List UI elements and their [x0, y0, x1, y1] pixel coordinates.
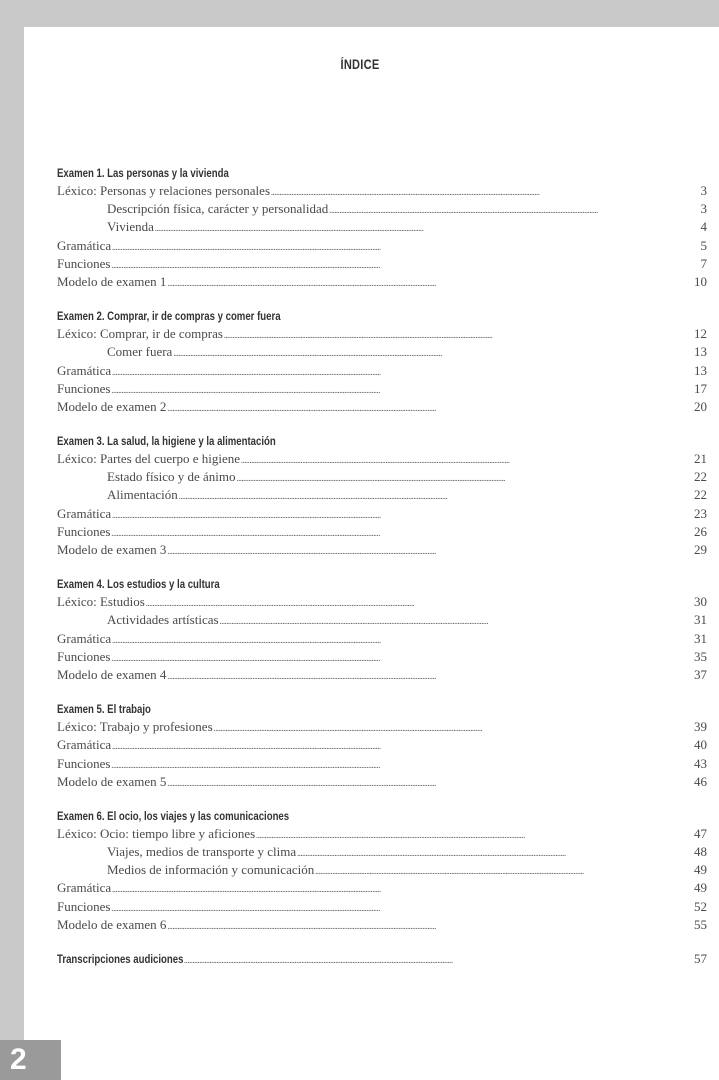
entry-page: 31: [694, 630, 707, 646]
toc-entry[interactable]: [57, 468, 707, 486]
toc-entry[interactable]: [57, 255, 707, 273]
toc-entry[interactable]: [57, 898, 707, 916]
entry-prefix: Léxico:: [57, 825, 100, 841]
toc-entry-transcripciones[interactable]: [57, 950, 707, 968]
entry-text: Gramática: [57, 880, 112, 896]
toc-entry[interactable]: [57, 736, 707, 754]
entry-text: Funciones: [57, 255, 111, 271]
entry-page: 37: [694, 666, 707, 682]
entry-text: Viajes, medios de transporte y clima: [107, 844, 297, 860]
toc-entry[interactable]: [57, 861, 707, 879]
entry-text: Funciones: [57, 898, 111, 914]
section-heading: Examen 2. Comprar, ir de compras y comer fuera: [57, 309, 281, 324]
entry-text: Gramática: [57, 237, 112, 253]
section-heading: Examen 1. Las personas y la vivienda: [57, 166, 229, 180]
toc-section-3: [57, 432, 707, 559]
toc-entry[interactable]: [57, 486, 707, 504]
toc-entry[interactable]: [57, 630, 707, 648]
entry-page: 22: [694, 469, 707, 485]
toc-entry[interactable]: [57, 362, 707, 380]
toc-entry[interactable]: [57, 666, 707, 684]
entry-text: Modelo de examen 1: [57, 273, 167, 289]
page-number-badge: 2: [0, 1040, 61, 1080]
toc-entry[interactable]: [57, 325, 707, 343]
entry-page: 31: [694, 612, 707, 628]
entry-page: 57: [694, 951, 707, 966]
entry-page: 3: [700, 201, 707, 217]
entry-page: 46: [694, 773, 707, 789]
toc-entry[interactable]: [57, 648, 707, 666]
entry-page: 47: [694, 825, 707, 841]
entry-page: 5: [700, 237, 707, 253]
toc-section-4: [57, 575, 707, 684]
entry-prefix: Léxico:: [57, 183, 100, 198]
entry-page: 10: [694, 273, 707, 289]
toc-entry[interactable]: [57, 541, 707, 559]
entry-page: 48: [694, 844, 707, 860]
entry-page: 52: [694, 898, 707, 914]
entry-text: Funciones: [57, 380, 111, 396]
section-heading: Examen 4. Los estudios y la cultura: [57, 577, 220, 592]
toc-entry[interactable]: [57, 398, 707, 416]
entry-text: Modelo de examen 3: [57, 542, 167, 557]
toc-entry[interactable]: [57, 237, 707, 255]
entry-page: 13: [694, 362, 707, 378]
entry-page: 49: [694, 862, 707, 878]
entry-text: Actividades artísticas: [107, 612, 219, 628]
entry-text: Partes del cuerpo e higiene: [99, 451, 241, 467]
toc-entry[interactable]: [57, 773, 707, 791]
entry-page: 12: [694, 326, 707, 342]
entry-page: 39: [694, 719, 707, 735]
toc-section-1: [57, 164, 707, 291]
entry-page: 21: [694, 451, 707, 467]
entry-page: 4: [700, 219, 707, 235]
toc-entry[interactable]: [57, 879, 707, 897]
entry-page: 22: [694, 487, 707, 503]
document-page: [24, 27, 719, 1080]
toc-entry[interactable]: [57, 380, 707, 398]
entry-page: 3: [700, 183, 707, 198]
toc-entry[interactable]: [57, 523, 707, 541]
entry-page: 13: [694, 344, 707, 360]
entry-page: 7: [700, 255, 707, 271]
entry-text: Funciones: [57, 523, 111, 539]
toc-entry[interactable]: [57, 343, 707, 361]
entry-prefix: Léxico:: [57, 451, 100, 467]
entry-prefix: Léxico:: [57, 719, 100, 735]
entry-page: 49: [694, 880, 707, 896]
page-title: ÍNDICE: [340, 57, 380, 72]
entry-text: Comer fuera: [107, 344, 173, 360]
entry-page: 43: [694, 755, 707, 771]
toc-section-5: [57, 700, 707, 791]
entry-text: Gramática: [57, 737, 112, 753]
entry-text: Modelo de examen 4: [57, 666, 167, 682]
entry-text: Funciones: [57, 648, 111, 664]
entry-page: 29: [694, 542, 707, 557]
section-heading: Examen 5. El trabajo: [57, 702, 151, 717]
entry-page: 23: [694, 505, 707, 521]
toc-section-6: [57, 807, 707, 934]
toc-entry[interactable]: [57, 611, 707, 629]
entry-text: Estado físico y de ánimo: [107, 469, 236, 485]
toc-entry[interactable]: [57, 273, 707, 291]
entry-text: Modelo de examen 6: [57, 916, 167, 932]
entry-text: Medios de información y comunicación: [107, 862, 315, 878]
entry-text: Comprar, ir de compras: [99, 326, 223, 342]
toc-entry[interactable]: [57, 843, 707, 861]
entry-text: Transcripciones audiciones: [57, 950, 183, 968]
toc-entry[interactable]: [57, 505, 707, 523]
entry-text: Estudios: [99, 594, 145, 610]
entry-text: Gramática: [57, 505, 112, 521]
entry-page: 20: [694, 398, 707, 414]
toc-entry[interactable]: [57, 450, 707, 468]
entry-text: Descripción física, carácter y personalidad: [107, 201, 329, 217]
entry-text: Modelo de examen 2: [57, 398, 167, 414]
entry-page: 40: [694, 737, 707, 753]
entry-text: Alimentación: [107, 487, 178, 503]
entry-text: Personas y relaciones personales: [99, 183, 270, 198]
entry-page: 17: [694, 380, 707, 396]
section-heading: Examen 6. El ocio, los viajes y las comunicaciones: [57, 808, 290, 823]
entry-text: Gramática: [57, 630, 112, 646]
entry-page: 55: [694, 916, 707, 932]
entry-page: 35: [694, 648, 707, 664]
entry-page: 26: [694, 523, 707, 539]
entry-text: Gramática: [57, 362, 112, 378]
entry-text: Trabajo y profesiones: [99, 719, 213, 735]
entry-prefix: Léxico:: [57, 594, 100, 610]
entry-text: Modelo de examen 5: [57, 773, 167, 789]
entry-page: 30: [694, 594, 707, 610]
toc-entry[interactable]: [57, 182, 707, 200]
entry-prefix: Léxico:: [57, 326, 100, 342]
toc-section-2: [57, 307, 707, 416]
entry-text: Vivienda: [107, 219, 154, 235]
table-of-contents: [57, 164, 707, 968]
toc-entry[interactable]: [57, 593, 707, 611]
toc-entry[interactable]: [57, 755, 707, 773]
section-heading: Examen 3. La salud, la higiene y la alimentación: [57, 434, 276, 449]
toc-entry[interactable]: [57, 218, 707, 236]
entry-text: Funciones: [57, 755, 111, 771]
entry-text: Ocio: tiempo libre y aficiones: [99, 825, 256, 841]
toc-entry[interactable]: [57, 200, 707, 218]
toc-entry[interactable]: [57, 718, 707, 736]
toc-entry[interactable]: [57, 825, 707, 843]
toc-entry[interactable]: [57, 916, 707, 934]
